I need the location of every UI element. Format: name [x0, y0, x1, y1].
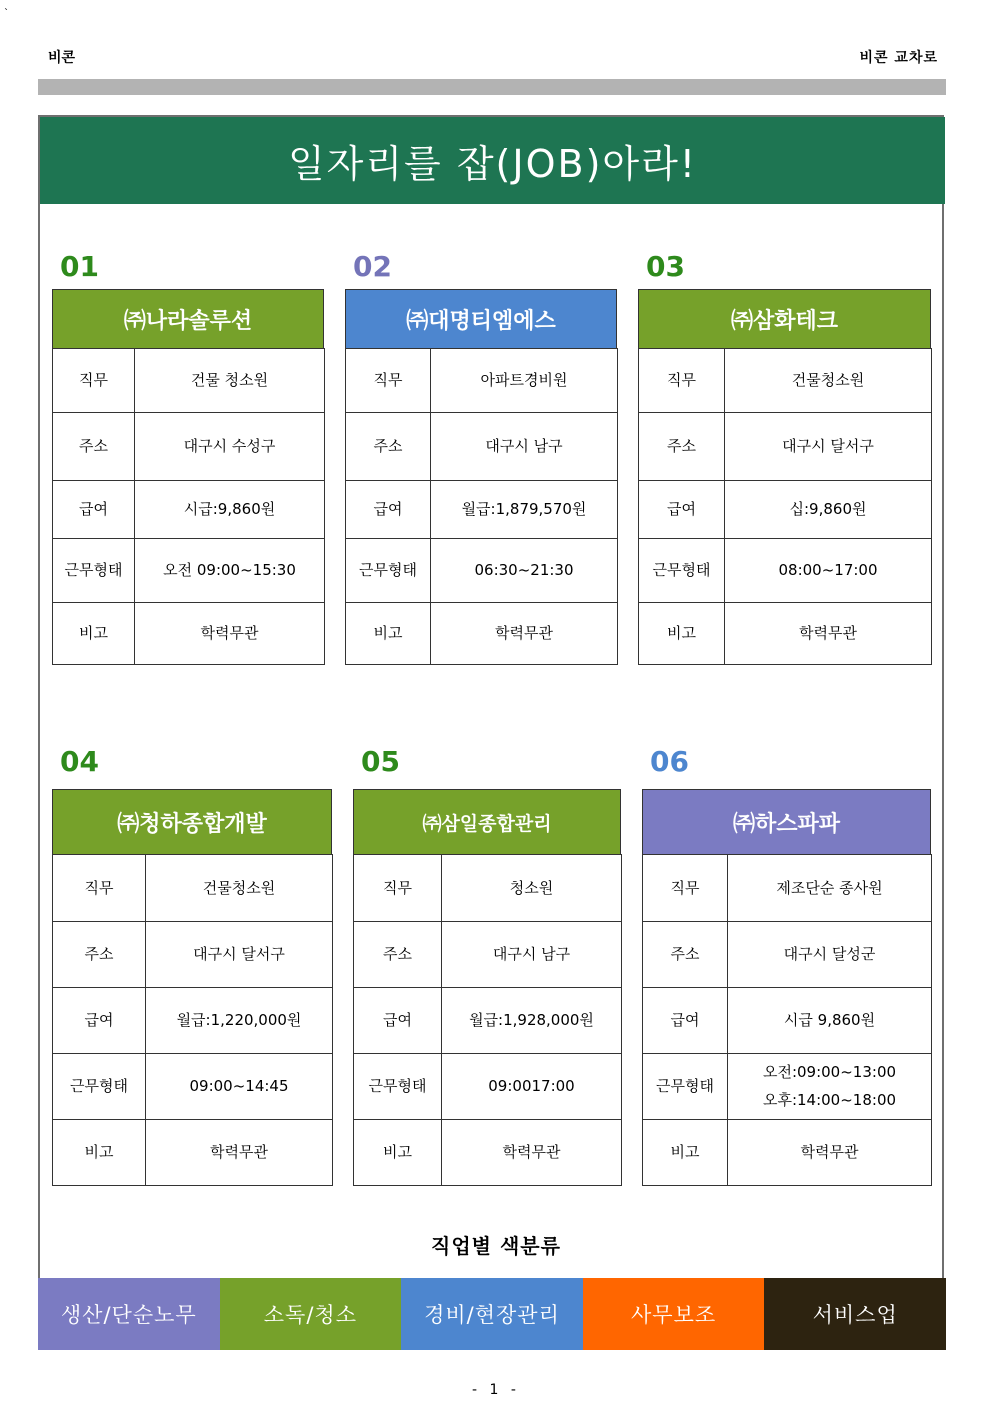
label-address: 주소	[639, 413, 725, 481]
label-hours: 근무형태	[354, 1054, 442, 1120]
value-hours-morning: 오전:09:00~13:00	[762, 1062, 897, 1081]
corner-mark: `	[4, 8, 9, 19]
value-hours: 오전 09:00~15:30	[135, 539, 325, 603]
label-duty: 직무	[643, 855, 728, 922]
label-pay: 급여	[53, 988, 146, 1054]
value-pay: 시급:9,860원	[135, 481, 325, 539]
legend-cleaning: 소독/청소	[220, 1278, 402, 1350]
label-pay: 급여	[53, 481, 135, 539]
value-pay: 월급:1,220,000원	[146, 988, 333, 1054]
value-hours: 06:30~21:30	[431, 539, 618, 603]
value-address: 대구시 달서구	[146, 922, 333, 988]
job-number: 05	[361, 745, 400, 778]
label-address: 주소	[643, 922, 728, 988]
label-duty: 직무	[53, 349, 135, 413]
label-duty: 직무	[53, 855, 146, 922]
label-hours: 근무형태	[53, 539, 135, 603]
label-pay: 급여	[354, 988, 442, 1054]
legend-service: 서비스업	[764, 1278, 946, 1350]
label-note: 비고	[53, 1120, 146, 1186]
legend-security: 경비/현장관리	[401, 1278, 583, 1350]
value-duty: 아파트경비원	[431, 349, 618, 413]
value-address: 대구시 수성구	[135, 413, 325, 481]
label-hours: 근무형태	[53, 1054, 146, 1120]
legend-title: 직업별 색분류	[431, 1234, 561, 1258]
value-note: 학력무관	[146, 1120, 333, 1186]
legend-production: 생산/단순노무	[38, 1278, 220, 1350]
value-hours: 08:00~17:00	[725, 539, 932, 603]
value-pay: 십:9,860원	[725, 481, 932, 539]
value-duty: 건물 청소원	[135, 349, 325, 413]
value-address: 대구시 달서구	[725, 413, 932, 481]
value-pay: 월급:1,879,570원	[431, 481, 618, 539]
label-note: 비고	[346, 603, 431, 665]
job-table	[353, 854, 622, 1186]
value-pay: 시급 9,860원	[728, 988, 932, 1054]
value-pay: 월급:1,928,000원	[442, 988, 622, 1054]
label-duty: 직무	[639, 349, 725, 413]
value-hours: 09:0017:00	[442, 1054, 622, 1120]
value-hours	[728, 1054, 932, 1120]
company-name: ㈜청하종합개발	[52, 789, 332, 855]
value-hours: 09:00~14:45	[146, 1054, 333, 1120]
label-duty: 직무	[354, 855, 442, 922]
label-hours: 근무형태	[346, 539, 431, 603]
value-duty: 건물청소원	[146, 855, 333, 922]
company-name: ㈜대명티엠에스	[345, 289, 617, 349]
value-duty: 제조단순 종사원	[728, 855, 932, 922]
label-note: 비고	[643, 1120, 728, 1186]
value-note: 학력무관	[728, 1120, 932, 1186]
job-number: 01	[60, 250, 99, 283]
header-right: 비콘 교차로	[859, 50, 938, 66]
legend-office: 사무보조	[583, 1278, 765, 1350]
value-note: 학력무관	[725, 603, 932, 665]
company-name: ㈜삼화테크	[638, 289, 931, 349]
job-number: 06	[650, 745, 689, 778]
company-name: ㈜나라솔루션	[52, 289, 324, 349]
label-address: 주소	[354, 922, 442, 988]
job-table	[52, 854, 333, 1186]
company-name: ㈜하스파파	[642, 789, 931, 855]
value-note: 학력무관	[135, 603, 325, 665]
label-address: 주소	[53, 922, 146, 988]
label-address: 주소	[346, 413, 431, 481]
label-pay: 급여	[643, 988, 728, 1054]
page-title-banner: 일자리를 잡(JOB)아라!	[40, 117, 945, 204]
label-note: 비고	[639, 603, 725, 665]
label-pay: 급여	[346, 481, 431, 539]
label-pay: 급여	[639, 481, 725, 539]
value-hours-afternoon: 오후:14:00~18:00	[762, 1090, 897, 1109]
label-hours: 근무형태	[643, 1054, 728, 1120]
header-left: 비콘	[48, 50, 76, 66]
job-table	[345, 348, 618, 665]
label-duty: 직무	[346, 349, 431, 413]
value-note: 학력무관	[442, 1120, 622, 1186]
label-note: 비고	[53, 603, 135, 665]
value-duty: 청소원	[442, 855, 622, 922]
job-table	[638, 348, 932, 665]
job-number: 03	[646, 250, 685, 283]
job-table	[52, 348, 325, 665]
header-divider	[38, 79, 946, 95]
color-legend	[38, 1278, 946, 1350]
label-hours: 근무형태	[639, 539, 725, 603]
value-address: 대구시 달성군	[728, 922, 932, 988]
job-number: 04	[60, 745, 99, 778]
value-note: 학력무관	[431, 603, 618, 665]
value-address: 대구시 남구	[442, 922, 622, 988]
job-table	[642, 854, 932, 1186]
value-address: 대구시 남구	[431, 413, 618, 481]
page-number: - 1 -	[472, 1382, 520, 1398]
job-number: 02	[353, 250, 392, 283]
label-address: 주소	[53, 413, 135, 481]
label-note: 비고	[354, 1120, 442, 1186]
company-name: ㈜삼일종합관리	[353, 789, 621, 855]
value-duty: 건물청소원	[725, 349, 932, 413]
